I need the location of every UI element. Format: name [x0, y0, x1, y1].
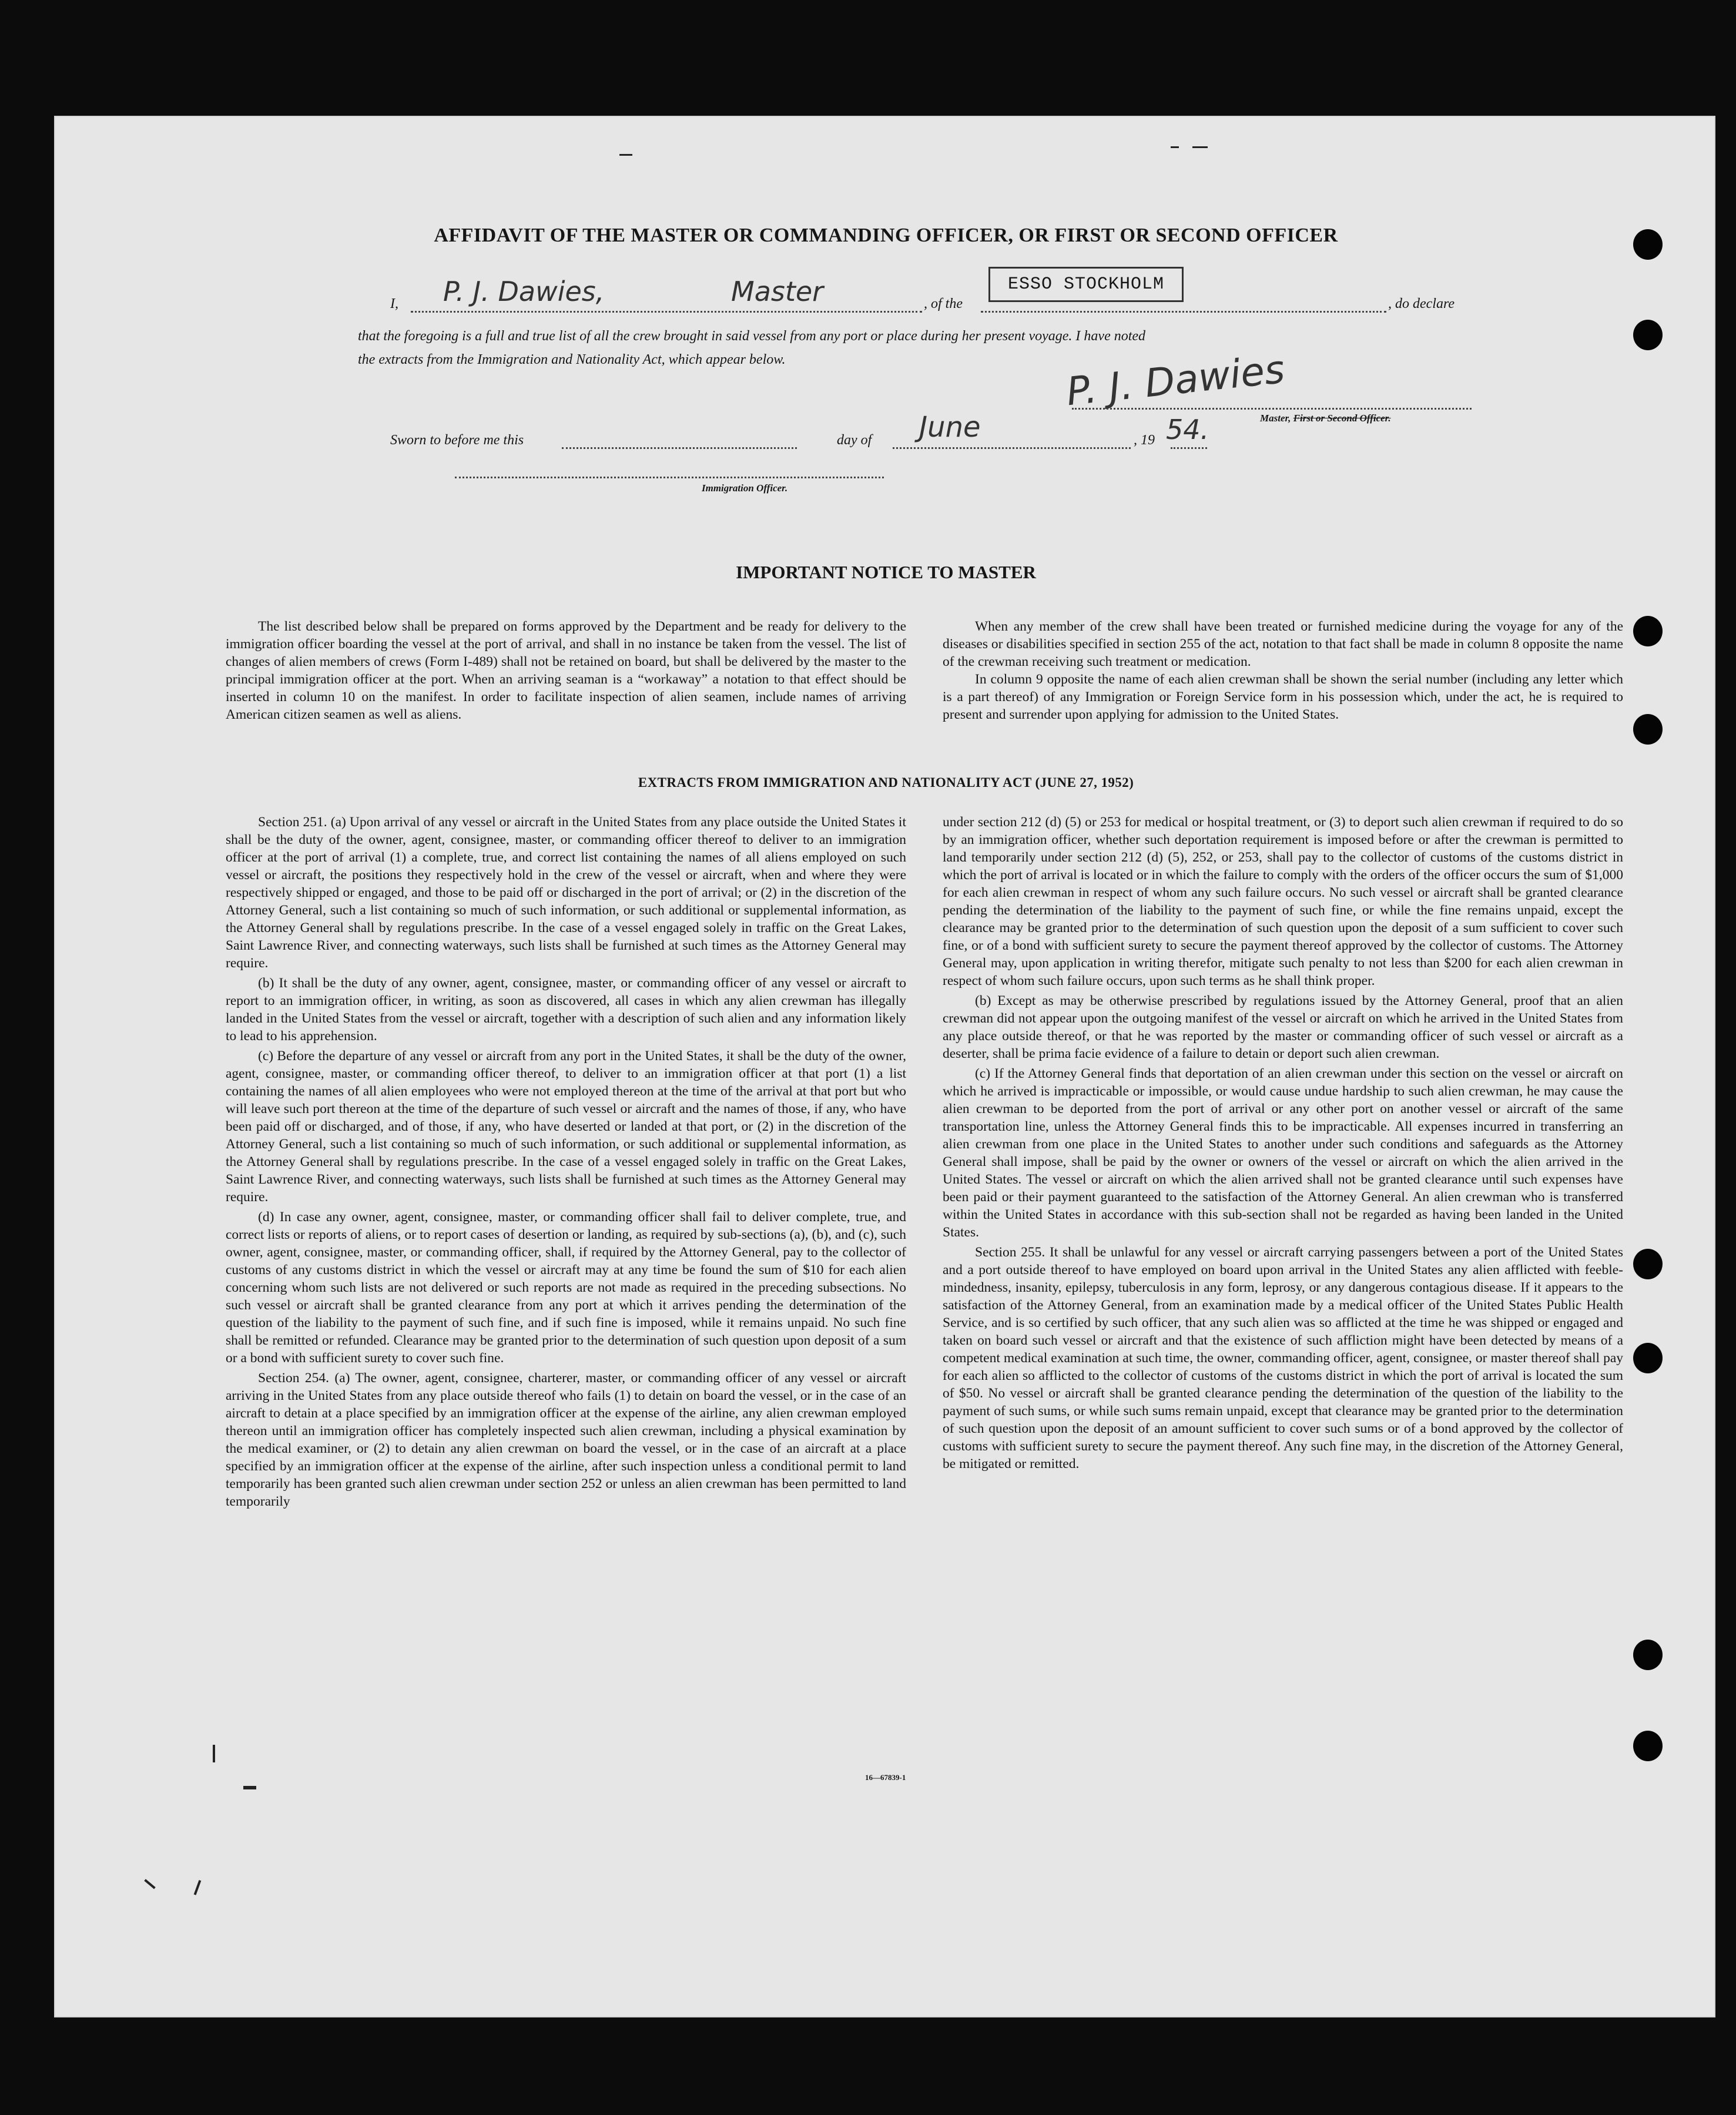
scan-mark [1171, 146, 1179, 148]
scan-mark [1192, 146, 1208, 148]
affidavit-line-2: that the foregoing is a full and true list of all the crew brought in said vessel from any port or place during her present voyage. I have noted [358, 329, 1146, 344]
vessel-line [981, 311, 1386, 313]
officer-signature-line [455, 477, 884, 478]
notice-left-paragraph: The list described below shall be prepared on forms approved by the Department and be ready for delivery to the immigration officer boarding the vessel at the port of arrival, and shall in no instance be taken from the vessel. The list of changes of alien members of crews (Form I-489) shall not be retained on board, but shall be delivered by the master to the principal immigration officer at the port. When an arriving seaman is a “workaway” a notation to that effect should be inserted in column 10 on the manifest. In order to facilitate inspection of alien seamen, include names of arriving American citizen seamen as well as aliens. [226, 619, 906, 722]
section-251-b: (b) It shall be the duty of any owner, agent, consignee, master, or commanding officer of any vessel or aircraft to report to an immigration officer, in writing, as soon as discovered, all cases in which any alien crewman has illegally landed in the United States from the vessel or aircraft, together with a description of such alien and any information likely to lead to his apprehension. [226, 976, 906, 1044]
vessel-name-stamp: ESSO STOCKHOLM [988, 267, 1184, 302]
affidavit-title: AFFIDAVIT OF THE MASTER OR COMMANDING OFFICER, OR FIRST OR SECOND OFFICER [434, 224, 1338, 246]
scan-mark [243, 1786, 256, 1789]
handwritten-name: P. J. Dawies, [443, 276, 605, 307]
signature-line [1072, 408, 1472, 410]
day-of-label: day of [837, 433, 872, 448]
scan-mark [619, 154, 632, 156]
extracts-right-column [943, 813, 1623, 1473]
punch-hole [1633, 616, 1663, 646]
of-the-label: , of the [924, 296, 963, 311]
do-declare-label: , do declare [1388, 296, 1455, 311]
section-254-a-continued: under section 212 (d) (5) or 253 for medical or hospital treatment, or (3) to deport such alien crewman if required to do so by an immigration officer, whether such deportation requirement is imposed before or after the crewman is permitted to land temporarily under section 212 (d) (5), 252, or 253, shall pay to the collector of customs of the customs district in which the port of arrival is located or in which the failure to comply with the orders of the officer occurs the sum of $1,000 for each alien crewman in respect of whom any such failure occurs. No such vessel or aircraft shall be granted clearance pending the determination of the liability to the payment of such fine, or while the fine remains unpaid, except the clearance may be granted prior to the determination of such question upon the deposit of a sum sufficient to cover such fine, or of a bond with sufficient surety to secure the payment thereof approved by the collector of customs. The Attorney General may, upon application in writing therefor, mitigate such penalty to not less than $200 for each alien crewman in respect of whom such failure occurs, upon such terms as he shall think proper. [943, 815, 1623, 988]
extracts-left-column [226, 813, 906, 1510]
section-254-c: (c) If the Attorney General finds that deportation of an alien crewman under this section on the vessel or aircraft on which he arrived is impracticable or impossible, or would cause undue hardship to such alien crewman, he may cause the alien crewman to be deported from the port of arrival or any other port on another vessel or aircraft of the same transportation line, unless the Attorney General finds this to be impracticable. All expenses incurred in transferring an alien crewman from one place in the United States to another under such conditions and safeguards as the Attorney General shall impose, shall be paid by the owner or owners of the vessel or aircraft on which the alien arrived in the United States. The vessel or aircraft on which the alien arrived shall not be granted clearance until such expenses have been paid or their payment guaranteed to the satisfaction of the Attorney General. An alien crewman who is transferred within the United States in accordance with this sub-section shall not be regarded as having been landed in the United States. [943, 1066, 1623, 1240]
notice-title: IMPORTANT NOTICE TO MASTER [736, 562, 1036, 582]
name-rank-line [411, 311, 922, 313]
section-251-a: Section 251. (a) Upon arrival of any vessel or aircraft in the United States from any place outside the United States it shall be the duty of the owner, agent, consignee, master, or commanding officer thereof to deliver to an immigration officer at the port of arrival (1) a complete, true, and correct list containing the names of all aliens employed on such vessel or aircraft, the positions they respectively hold in the crew of the vessel or aircraft, when and where they were respectively shipped or engaged, and those to be paid off or discharged in the port of arrival; or (2) in the discretion of the Attorney General, such a list containing so much of such information, or such additional or supplemental information, as the Attorney General shall by regulations prescribe. In the case of a vessel engaged solely in traffic on the Great Lakes, Saint Lawrence River, and connecting waterways, such lists shall be furnished at such times as the Attorney General may require. [226, 815, 906, 971]
notice-right-paragraph-1: When any member of the crew shall have been treated or furnished medicine during the voyage for any of the diseases or disabilities specified in section 255 of the act, notation to that fact shall be made in column 8 opposite the name of the crewman receiving such treatment or medication. [943, 619, 1623, 669]
document-page [54, 116, 1715, 2017]
sworn-label: Sworn to before me this [390, 433, 524, 448]
notice-right-paragraph-2: In column 9 opposite the name of each alien crewman shall be shown the serial number (including any letter which is a part thereof) of any Immigration or Foreign Service form in his possession which, under the act, he is required to present and surrender upon applying for admission to the United States. [943, 672, 1623, 722]
sworn-month-line [893, 447, 1131, 449]
signature-caption [1260, 413, 1391, 424]
scan-mark [194, 1880, 202, 1895]
handwritten-rank: Master [731, 276, 824, 307]
affidavit-line-3: the extracts from the Immigration and Nationality Act, which appear below. [358, 352, 786, 367]
signature-text: P. J. Dawies [1064, 346, 1287, 415]
notice-right-column [943, 618, 1623, 723]
sworn-day-line [562, 447, 797, 449]
section-251-c: (c) Before the departure of any vessel or aircraft from any port in the United States, it shall be the duty of the owner, agent, consignee, master, or commanding officer thereof, to deliver to an immigration officer at that port (1) a list containing the names of all alien employees who were not employed thereon at the time of the arrival at that port but who will leave such port thereon at the time of the departure of such vessel or aircraft and the names of those, if any, who have been paid off or discharged, and of those, if any, who have deserted or landed at that port, or (2) in the discretion of the Attorney General, such a list containing so much of such information, or such additional or supplemental information, as the Attorney General shall by regulations prescribe. In the case of a vessel engaged solely in traffic on the Great Lakes, Saint Lawrence River, and connecting waterways, such lists shall be furnished at such times as the Attorney General may require. [226, 1048, 906, 1205]
section-255: Section 255. It shall be unlawful for any vessel or aircraft carrying passengers between a port of the United States and a port outside thereof to have employed on board upon arrival in the United States any alien afflicted with feeble-mindedness, insanity, epilepsy, tuberculosis in any form, leprosy, or any dangerous contagious disease. If it appears to the satisfaction of the Attorney General, from an examination made by a medical officer of the United States Public Health Service, and is so certified by such officer, that any such alien was so afflicted at the time he was shipped or engaged and taken on board such vessel or aircraft and that the existence of such affliction might have been detected by means of a competent medical examination at such time, the owner, commanding officer, agent, consignee, or master thereof shall pay for each alien so afflicted to the collector of customs of the customs district in which the port of arrival is located the sum of $50. No vessel or aircraft shall be granted clearance pending the determination of the question of the liability to the payment of such sums, or while such sums remain unpaid, except that clearance may be granted prior to the determination of such question upon the deposit of an amount sufficient to cover such sums or of a bond approved by the collector of customs with sufficient surety to secure the payment thereof. Any such fine may, in the discretion of the Attorney General, be mitigated or remitted. [943, 1245, 1623, 1472]
year-line [1171, 447, 1207, 449]
notice-left-column [226, 618, 906, 723]
officer-caption: Immigration Officer. [702, 482, 788, 494]
caption-master: Master, [1260, 413, 1291, 424]
scan-mark [144, 1879, 155, 1889]
punch-hole [1633, 1249, 1663, 1279]
handwritten-month: June [919, 411, 981, 444]
punch-hole [1633, 320, 1663, 350]
punch-hole [1633, 714, 1663, 745]
punch-hole [1633, 1731, 1663, 1761]
punch-hole [1633, 1343, 1663, 1373]
section-254-a: Section 254. (a) The owner, agent, consignee, charterer, master, or commanding officer of any vessel or aircraft arriving in the United States from any place outside thereof who fails (1) to detain on board the vessel, or in the case of an aircraft to detain at a place specified by an immigration officer at the expense of the airline, any alien crewman employed thereon until an immigration officer has completely inspected such alien crewman, including a physical examination by the medical examiner, or (2) to detain any alien crewman on board the vessel, or in the case of an aircraft at a place specified by an immigration officer at the expense of the airline, after such inspection unless a conditional permit to land temporarily has been granted such alien crewman under section 252 or unless an alien crewman has been permitted to land temporarily [226, 1370, 906, 1509]
form-number: 16—67839-1 [865, 1773, 906, 1782]
year-prefix: , 19 [1134, 433, 1155, 448]
section-251-d: (d) In case any owner, agent, consignee, master, or commanding officer shall fail to deliver complete, true, and correct lists or reports of aliens, or to report cases of desertion or landing, as required by sub-sections (a), (b), and (c), such owner, agent, consignee, master, or commanding officer, shall, if required by the Attorney General, pay to the collector of customs of any customs district in which the vessel or aircraft may at any time be found the sum of $10 for each alien concerning whom such lists are not delivered or such reports are not made as required in the preceding subsections. No such vessel or aircraft shall be granted clearance from any port at which it arrives pending the determination of the question of the liability to the payment of such fine, and if such fine is imposed, while it remains unpaid. No such fine shall be remitted or refunded. Clearance may be granted prior to the determination of such question upon deposit of a sum or a bond with sufficient surety to cover such fine. [226, 1209, 906, 1366]
handwritten-year: 54. [1166, 414, 1209, 445]
caption-struck: First or Second Officer. [1293, 413, 1391, 424]
affidavit-prefix: I, [390, 296, 398, 311]
extracts-title: EXTRACTS FROM IMMIGRATION AND NATIONALITY ACT (JUNE 27, 1952) [638, 775, 1134, 790]
punch-hole [1633, 1640, 1663, 1670]
punch-hole [1633, 229, 1663, 260]
scan-mark [213, 1745, 215, 1762]
section-254-b: (b) Except as may be otherwise prescribed by regulations issued by the Attorney General, proof that an alien crewman did not appear upon the outgoing manifest of the vessel or aircraft on which he arrived in the United States from any place outside thereof, or that he was reported by the master or commanding officer of such vessel or aircraft as a deserter, shall be prima facie evidence of a failure to detain or deport such alien crewman. [943, 993, 1623, 1061]
